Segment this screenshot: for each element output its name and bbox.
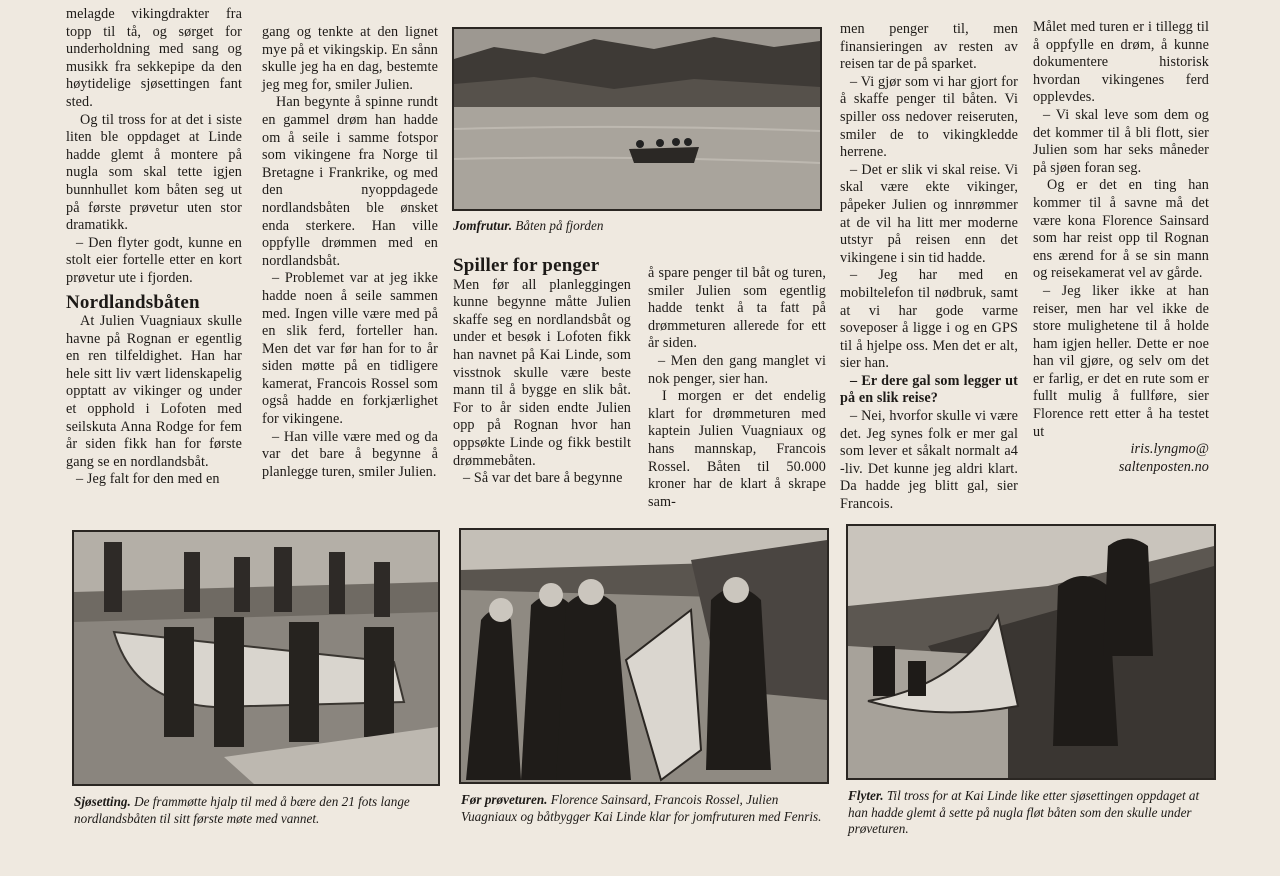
paragraph: – Så var det bare å begynne bbox=[463, 470, 623, 487]
paragraph: gang og tenkte at den lignet mye på et vikingskip. En sånn skulle jeg ha en dag, bestemte jeg meg for, smiler Julien. bbox=[262, 24, 438, 93]
paragraph: – Nei, hvorfor skulle vi være det. Jeg synes folk er mer gal som lever et såkalt normalt a4 -liv. Det kunne jeg aldri klart. Da hadde jeg blitt gal, sier Francois. bbox=[840, 408, 1018, 513]
paragraph: Og er det en ting han kommer til å savne må det være kona Florence Sainsard som har reist opp til Rognan ens ærend for å se sin mann og reisekamerat vel av gårde. bbox=[1033, 177, 1209, 282]
photo-boat-floating bbox=[846, 524, 1216, 780]
photo-caption-crew: Før prøveturen. Florence Sainsard, Francois Rossel, Julien Vuagniaux og båtbygger Kai Linde klar for jomfruturen med Fenris. bbox=[461, 792, 822, 824]
byline-email: iris.lyngmo@ saltenposten.no bbox=[1118, 441, 1209, 475]
paragraph: I morgen er det endelig klart for drømmeturen med kaptein Julien Vuagniaux og hans mannskap, Francois Rossel. Båten til 50.000 kroner har de klart å skrape sam- bbox=[648, 388, 826, 510]
paragraph: – Den flyter godt, kunne en stolt eier fortelle etter en kort prøvetur ute i fjorden. bbox=[66, 234, 242, 286]
paragraph: Men før all planleggingen kunne begynne måtte Julien skaffe seg en nordlandsbåt og under et besøk i Lofoten fikk han navnet på Kai Linde, som visstnok skulle være beste mann til å bygge en slik båt. For to år siden endte Julien opp på Rognan hvor han oppsøkte Linde og fikk bestilt drømmebåten. bbox=[453, 276, 631, 469]
paragraph: – Jeg liker ikke at han reiser, men har vel ikke de store mulighetene til å holde ham igjen heller. Dette er noe han vil gjøre, og selv om det er farlig, er det en rute som er fullt mulig å fullføre, sier Florence rett etter å ha testet ut bbox=[1033, 282, 1209, 440]
paragraph: å spare penger til båt og turen, smiler Julien som egentlig hadde tenkt å ta fatt på drømmeturen allerede for ett år siden. bbox=[648, 265, 826, 352]
photo-caption-floating: Flyter. Til tross for at Kai Linde like etter sjøsettingen oppdaget at han hadde glemt å sette på nugla fløt båten som den skulle under prøveturen. bbox=[848, 788, 1200, 836]
subheading-spiller-for-penger: Spiller for penger bbox=[453, 255, 600, 276]
paragraph: – Jeg falt for den med en bbox=[76, 471, 220, 488]
paragraph: – Problemet var at jeg ikke hadde noen å seile sammen med. Ingen ville være med på en slik ferd, forteller han. Men det var før han for to år siden møtte på en tidligere kamerat, Francois Rossel som også hadde en forkjærlighet for vikingene. bbox=[262, 270, 438, 428]
subheading-nordlandsbaten: Nordlandsbåten bbox=[66, 291, 200, 313]
paragraph: – Men den gang manglet vi nok penger, sier han. bbox=[648, 352, 826, 387]
photo-boat-on-fjord bbox=[452, 27, 822, 211]
paragraph: – Jeg har med en mobiltelefon til nødbruk, samt at vi har gode varme soveposer å ligge i og en GPS til å hjelpe oss. Men det er alt, sier han. bbox=[840, 267, 1018, 372]
interview-question: – Er dere gal som legger ut på en slik reise? bbox=[840, 372, 1018, 407]
paragraph: melagde vikingdrakter fra topp til tå, og sørget for underholdning med sang og musikk fra sekkepipe da den høytidelige sjøsettingen fant sted. bbox=[66, 6, 242, 110]
article-column-3 bbox=[453, 251, 631, 488]
paragraph: – Det er slik vi skal reise. Vi skal være ekte vikinger, påpeker Julien og innrømmer at de vil ha litt mer moderne utstyr på reisen enn det vikingene i sin tid hadde. bbox=[840, 161, 1018, 266]
article-column-2 bbox=[262, 24, 438, 481]
paragraph: – Vi skal leve som dem og det kommer til å bli flott, sier Julien som har seks måneder på sjøen foran seg. bbox=[1033, 106, 1209, 176]
photo-launching-boat bbox=[72, 530, 440, 786]
article-column-1 bbox=[66, 6, 242, 489]
article-column-5 bbox=[840, 21, 1018, 514]
photo-caption-launching: Sjøsetting. De frammøtte hjalp til med å bære den 21 fots lange nordlandsbåten til sitt første møte med vannet. bbox=[74, 794, 410, 826]
article-column-6 bbox=[1033, 19, 1209, 476]
photo-caption-top: Jomfrutur. Båten på fjorden bbox=[453, 218, 604, 233]
paragraph: men penger til, men finansieringen av resten av reisen tar de på sparket. bbox=[840, 21, 1018, 73]
article-column-4 bbox=[648, 265, 826, 511]
paragraph: At Julien Vuagniaux skulle havne på Rognan er egentlig en ren tilfeldighet. Han har hele sitt liv vært lidenskapelig opptatt av vikinger og under et opphold i Lofoten med seilskuta Anna Rodge for fem år siden fikk han for første gang se en nordlandsbåt. bbox=[66, 313, 242, 470]
paragraph: – Vi gjør som vi har gjort for å skaffe penger til båten. Vi spiller oss nedover reiseruten, smiler de to vikingkledde herrene. bbox=[840, 73, 1018, 161]
paragraph: Han begynte å spinne rundt en gammel drøm han hadde om å seile i samme fotspor som vikingene fra Norge til Bretagne i Frankrike, og med den nyoppdagede nordlandsbåten ble ønsket enda sterkere. Han ville oppfylle drømmen med en nordlandsbåt. bbox=[262, 94, 438, 269]
paragraph: Målet med turen er i tillegg til å oppfylle en drøm, å kunne dokumentere historisk hvordan vikingenes ferd opplevdes. bbox=[1033, 19, 1209, 106]
paragraph: Og til tross for at det i siste liten ble oppdaget at Linde hadde glemt å montere på nugla som skal tette igjen bunnhullet kom båten seg ut på første prøvetur uten stor dramatikk. bbox=[66, 111, 242, 234]
paragraph: – Han ville være med og da var det bare å begynne å planlegge turen, smiler Julien. bbox=[262, 428, 438, 480]
photo-crew-before-trip bbox=[459, 528, 829, 784]
